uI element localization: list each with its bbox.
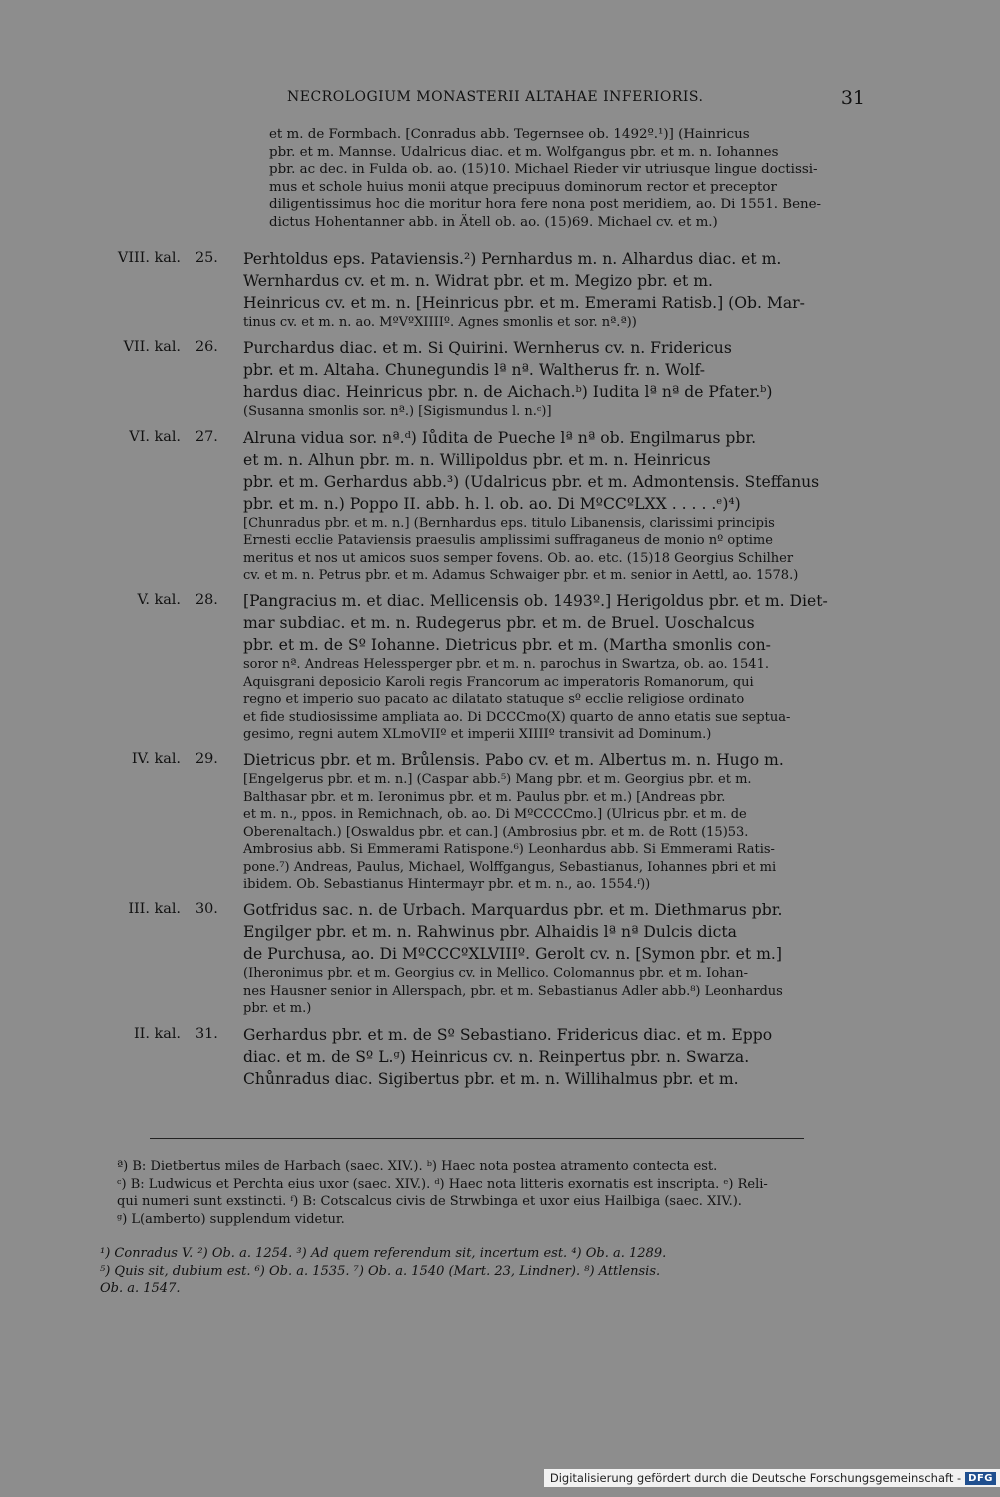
entry-text [243, 248, 865, 331]
entry-note-line: nes Hausner senior in Allerspach, pbr. et m. Sebastianus Adler abb.⁸) Leonhardus [243, 983, 783, 999]
entry-line: pbr. et m. Gerhardus abb.³) (Udalricus pbr. et m. Admontensis. Steffanus [243, 472, 820, 491]
entry-text [243, 590, 865, 743]
entry-text [243, 427, 865, 585]
calendar-entry [95, 899, 865, 1017]
entry-line: Gotfridus sac. n. de Urbach. Marquardus pbr. et m. Diethmarus pbr. [243, 901, 783, 920]
footnote-line: ᵍ) L(amberto) supplendum videtur. [117, 1211, 345, 1227]
footnotes-numbered [100, 1245, 865, 1298]
calendar-entry [95, 248, 865, 331]
dfg-logo: DFG [965, 1472, 996, 1485]
entry-note-line: et m. n., ppos. in Remichnach, ob. ao. Di MºCCCCmo.] (Ulricus pbr. et m. de [243, 807, 747, 823]
entry-text [243, 1024, 865, 1090]
continuation-block [269, 126, 864, 232]
entry-line: Gerhardus pbr. et m. de Sº Sebastiano. Fridericus diac. et m. Eppo [243, 1025, 773, 1044]
entry-note-line: tinus cv. et m. n. ao. MºVºXIIIIº. Agnes smonlis et sor. nª.ª)) [243, 315, 637, 330]
entry-text [243, 337, 865, 420]
text-line: dictus Hohentanner abb. in Ätell ob. ao. (15)69. Michael cv. et m.) [269, 214, 718, 230]
footnote-line: ᶜ) B: Ludwicus et Perchta eius uxor (saec. XIV.). ᵈ) Haec nota litteris exornatis est inscripta. ᵉ) Reli- [117, 1176, 768, 1192]
entry-line: Heinricus cv. et m. n. [Heinricus pbr. et m. Emerami Ratisb.] (Ob. Mar- [243, 294, 805, 312]
funding-banner [544, 1469, 1000, 1487]
entry-line: Dietricus pbr. et m. Brůlensis. Pabo cv. et m. Albertus m. n. Hugo m. [243, 751, 784, 770]
running-head: NECROLOGIUM MONASTERII ALTAHAE INFERIORIS. [287, 89, 704, 105]
entry-note-line: [Engelgerus pbr. et m. n.] (Caspar abb.⁵) Mang pbr. et m. Georgius pbr. et m. [243, 772, 752, 788]
calendar-entry [95, 337, 865, 420]
day-label: III. kal. [128, 901, 181, 918]
entry-line: Alruna vidua sor. nª.ᵈ) Iůdita de Pueche lª nª ob. Engilmarus pbr. [243, 428, 757, 447]
footnote-line: qui numeri sunt exstincti. ᶠ) B: Cotscalcus civis de Strwbinga et uxor eius Hailbiga (saec. XIV.). [117, 1194, 742, 1210]
entry-line: pbr. et m. n.) Poppo II. abb. h. l. ob. ao. Di MºCCºLXX . . . . .ᵉ)⁴) [243, 494, 741, 513]
text-line: pbr. ac dec. in Fulda ob. ao. (15)10. Michael Rieder vir utriusque lingue doctissi- [269, 162, 818, 178]
entry-line: Chůnradus diac. Sigibertus pbr. et m. n. Willihalmus pbr. et m. [243, 1069, 739, 1088]
text-line: mus et schole huius monii atque precipuus dominorum rector et preceptor [269, 179, 777, 195]
entry-line: pbr. et m. Altaha. Chunegundis lª nª. Waltherus fr. n. Wolf- [243, 361, 706, 380]
page-number: 31 [840, 87, 865, 109]
day-label: V. kal. [137, 592, 181, 609]
footnote-line: Ob. a. 1547. [100, 1281, 181, 1297]
funding-text: Digitalisierung gefördert durch die Deutsche Forschungsgemeinschaft - [549, 1471, 962, 1485]
entry-note-line: ibidem. Ob. Sebastianus Hintermayr pbr. et m. n., ao. 1554.ᶠ)) [243, 876, 651, 892]
day-number: 26. [195, 339, 218, 356]
day-number: 28. [195, 592, 218, 609]
entry-note-line: regno et imperio suo pacato ac dilatato statuque sº ecclie religiose ordinato [243, 692, 745, 708]
entry-line: diac. et m. de Sº L.ᵍ) Heinricus cv. n. Reinpertus pbr. n. Swarza. [243, 1047, 750, 1066]
entry-line: mar subdiac. et m. n. Rudegerus pbr. et m. de Bruel. Uoschalcus [243, 614, 755, 633]
calendar-entry [95, 749, 865, 893]
day-label: VI. kal. [129, 428, 181, 445]
day-number: 31. [195, 1025, 218, 1042]
entry-note-line: (Iheronimus pbr. et m. Georgius cv. in Mellico. Colomannus pbr. et m. Iohan- [243, 966, 749, 982]
entry-text [243, 899, 865, 1017]
calendar-entries [95, 248, 865, 1096]
entry-note-line: cv. et m. n. Petrus pbr. et m. Adamus Schwaiger pbr. et m. senior in Aettl, ao. 1578.) [243, 568, 799, 584]
footnote-line: ª) B: Dietbertus miles de Harbach (saec. XIV.). ᵇ) Haec nota postea atramento contecta est. [117, 1159, 718, 1174]
text-line: diligentissimus hoc die moritur hora fere nona post meridiem, ao. Di 1551. Bene- [269, 197, 822, 213]
footnote-divider [150, 1138, 804, 1139]
entry-note-line: meritus et nos ut amicos suos semper fovens. Ob. ao. etc. (15)18 Georgius Schilher [243, 550, 794, 566]
footnote-line: ⁵) Quis sit, dubium est. ⁶) Ob. a. 1535. ⁷) Ob. a. 1540 (Mart. 23, Lindner). ⁸) Attlensis. [100, 1263, 661, 1279]
entry-line: Purchardus diac. et m. Si Quirini. Wernherus cv. n. Fridericus [243, 339, 732, 358]
text-line: et m. de Formbach. [Conradus abb. Tegernsee ob. 1492º.¹)] (Hainricus [269, 127, 750, 142]
entry-line: Engilger pbr. et m. n. Rahwinus pbr. Alhaidis lª nª Dulcis dicta [243, 923, 737, 942]
entry-line: de Purchusa, ao. Di MºCCCºXLVIIIº. Gerolt cv. n. [Symon pbr. et m.] [243, 945, 782, 964]
day-label: VII. kal. [123, 339, 181, 356]
day-label: II. kal. [134, 1025, 181, 1042]
entry-note-line: pbr. et m.) [243, 1001, 312, 1017]
entry-note-line: Ernesti ecclie Pataviensis praesulis amplissimi suffraganeus de monio nº optime [243, 533, 773, 549]
calendar-entry [95, 1024, 865, 1090]
entry-line: et m. n. Alhun pbr. m. n. Willipoldus pbr. et m. n. Heinricus [243, 450, 711, 469]
day-number: 29. [195, 751, 218, 768]
entry-note-line: Ambrosius abb. Si Emmerami Ratispone.⁶) Leonhardus abb. Si Emmerami Ratis- [243, 842, 775, 858]
day-number: 25. [195, 250, 218, 266]
text-line: pbr. et m. Mannse. Udalricus diac. et m. Wolfgangus pbr. et m. n. Iohannes [269, 144, 779, 160]
entry-note-line: [Chunradus pbr. et m. n.] (Bernhardus eps. titulo Libanensis, clarissimi principis [243, 515, 775, 531]
entry-note-line: Aquisgrani deposicio Karoli regis Francorum ac imperatoris Romanorum, qui [243, 674, 754, 690]
entry-note-line: soror nª. Andreas Helessperger pbr. et m. n. parochus in Swartza, ob. ao. 1541. [243, 657, 769, 673]
entry-line: [Pangracius m. et diac. Mellicensis ob. 1493º.] Herigoldus pbr. et m. Diet- [243, 592, 828, 611]
calendar-entry [95, 427, 865, 585]
entry-text [243, 749, 865, 893]
entry-note-line: Oberenaltach.) [Oswaldus pbr. et can.] (Ambrosius pbr. et m. de Rott (15)53. [243, 824, 749, 840]
footnotes-lettered [117, 1158, 865, 1228]
day-number: 27. [195, 428, 218, 445]
entry-note-line: pone.⁷) Andreas, Paulus, Michael, Wolffgangus, Sebastianus, Iohannes pbri et mi [243, 859, 777, 875]
footnote-line: ¹) Conradus V. ²) Ob. a. 1254. ³) Ad quem referendum sit, incertum est. ⁴) Ob. a. 1289. [100, 1246, 667, 1261]
entry-line: hardus diac. Heinricus pbr. n. de Aichach.ᵇ) Iudita lª nª de Pfater.ᵇ) [243, 383, 773, 402]
entry-line: Wernhardus cv. et m. n. Widrat pbr. et m. Megizo pbr. et m. [243, 272, 713, 290]
entry-note-line: gesimo, regni autem XLmoVIIº et imperii XIIIIº transivit ad Dominum.) [243, 727, 712, 743]
entry-line: Perhtoldus eps. Pataviensis.²) Pernhardus m. n. Alhardus diac. et m. [243, 250, 782, 268]
entry-note-line: Balthasar pbr. et m. Ieronimus pbr. et m. Paulus pbr. et m.) [Andreas pbr. [243, 789, 726, 805]
day-label: VIII. kal. [117, 250, 181, 266]
entry-note-line: et fide studiosissime ampliata ao. Di DCCCmo(X) quarto de anno etatis sue septua- [243, 709, 791, 725]
day-label: IV. kal. [131, 751, 181, 768]
day-number: 30. [195, 901, 218, 918]
entry-note-line: (Susanna smonlis sor. nª.) [Sigismundus l. n.ᶜ)] [243, 404, 552, 420]
calendar-entry [95, 590, 865, 743]
entry-line: pbr. et m. de Sº Iohanne. Dietricus pbr. et m. (Martha smonlis con- [243, 636, 771, 655]
